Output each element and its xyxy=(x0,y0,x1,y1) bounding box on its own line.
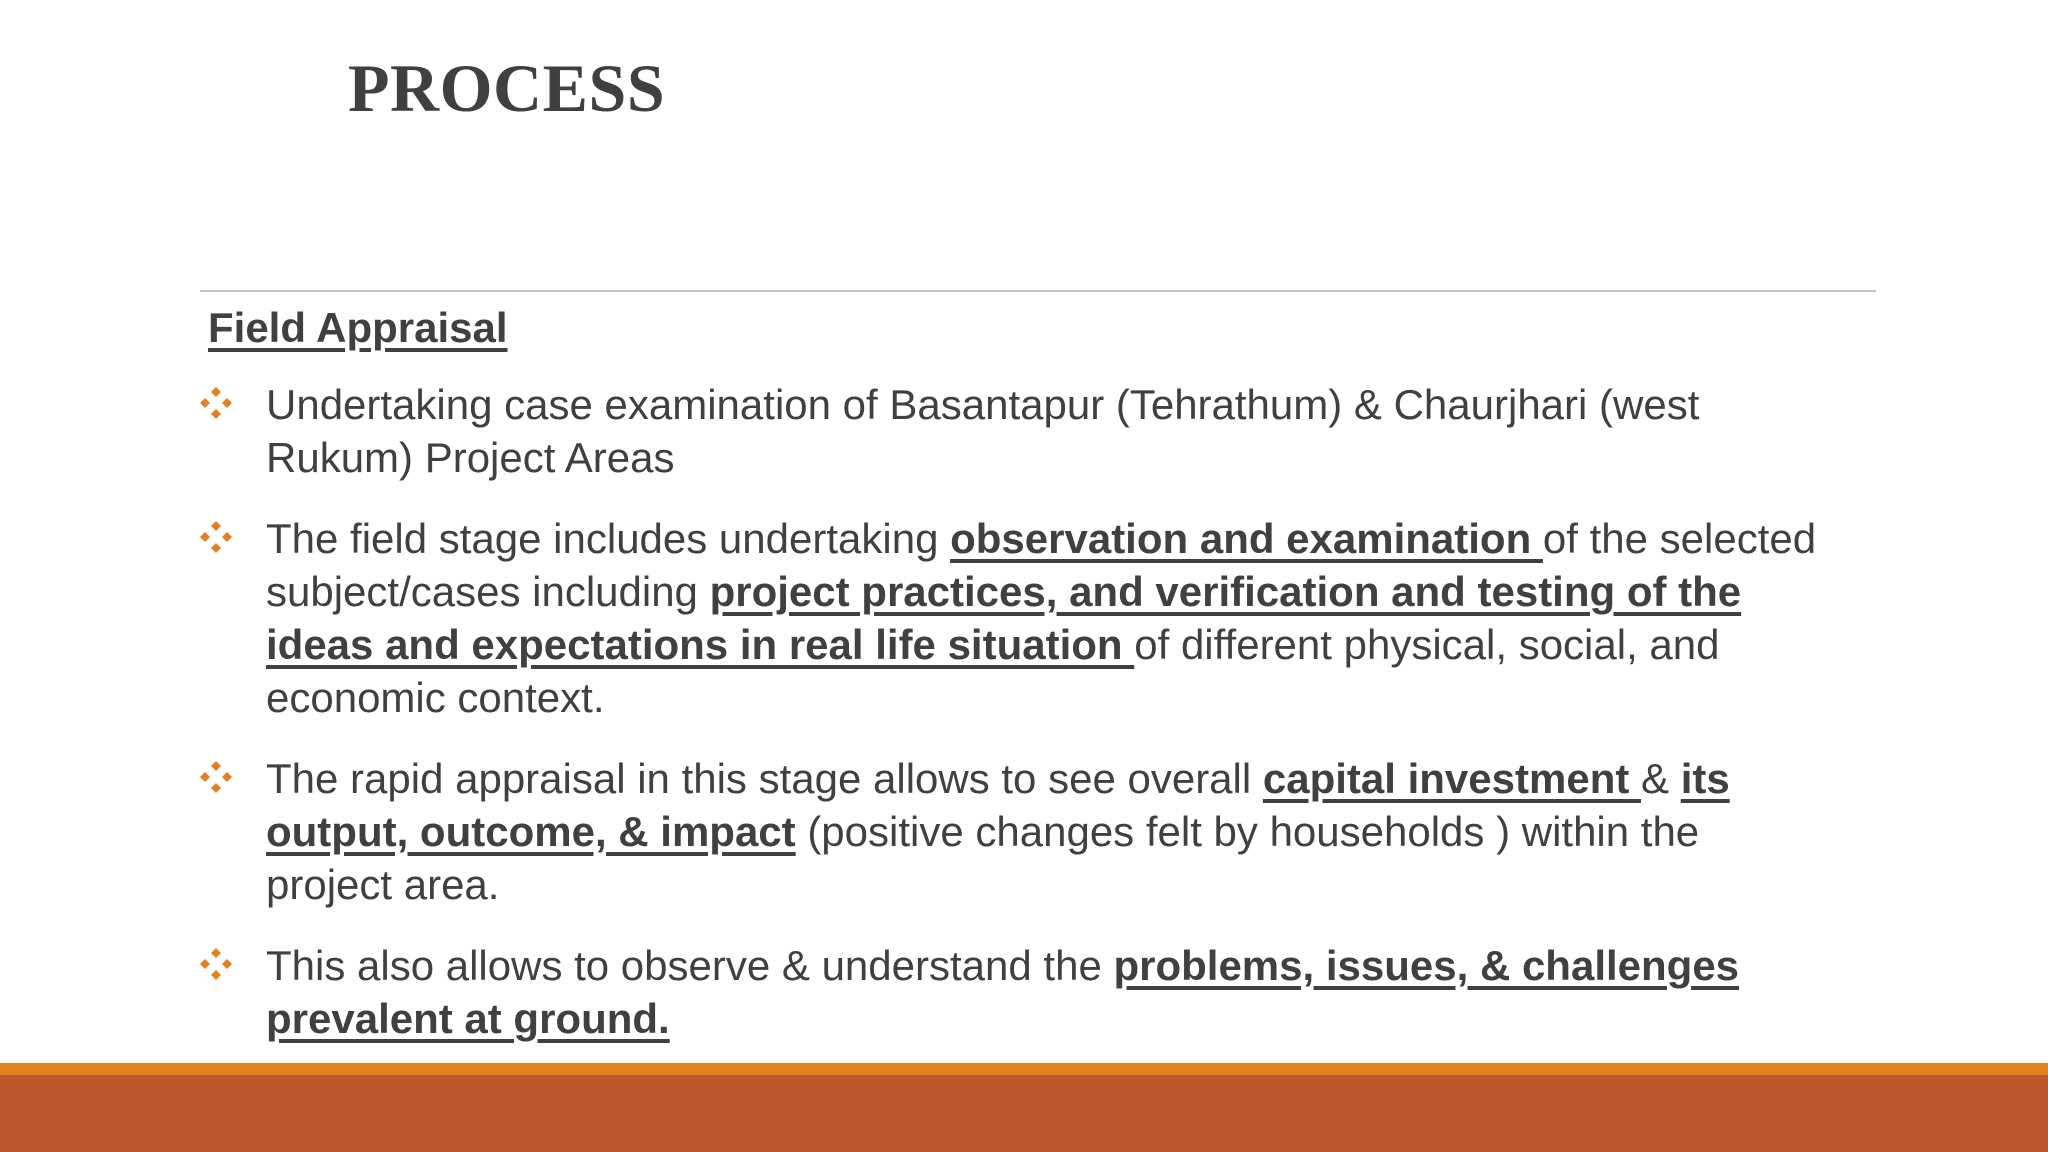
emphasis-text: its output, outcome, & impact xyxy=(266,755,1730,855)
bullet-text: This also allows to observe & understand the xyxy=(266,942,1114,989)
bullet-item xyxy=(200,939,1876,1045)
title-divider xyxy=(200,290,1876,292)
bullet-item xyxy=(200,752,1876,911)
bullet-text: Undertaking case examination of Basantapur (Tehrathum) & Chaurjhari (west Rukum) Project Areas xyxy=(266,381,1700,481)
slide-content xyxy=(200,296,1876,1073)
slide-title: PROCESS xyxy=(348,50,666,126)
emphasis-text: project practices, and verification and testing of the ideas and expectations in real life situation xyxy=(266,568,1742,668)
bullet-text: The rapid appraisal in this stage allows to see overall xyxy=(266,755,1263,802)
emphasis-text: problems, issues, & challenges prevalent at ground. xyxy=(266,942,1740,1042)
emphasis-text: observation and examination xyxy=(950,515,1543,562)
bullet-text: (positive changes felt by households ) within the project area. xyxy=(266,808,1700,908)
footer-band xyxy=(0,1075,2048,1152)
bullet-list xyxy=(200,378,1876,1045)
four-diamond-icon xyxy=(194,755,238,799)
bullet-item xyxy=(200,378,1876,484)
four-diamond-icon xyxy=(194,381,238,425)
bullet-text: & xyxy=(1641,755,1681,802)
section-heading: Field Appraisal xyxy=(208,304,508,351)
emphasis-text: capital investment xyxy=(1262,755,1641,802)
four-diamond-icon xyxy=(194,942,238,986)
four-diamond-icon xyxy=(194,515,238,559)
bullet-text: of the selected subject/cases including xyxy=(266,515,1817,615)
bullet-item xyxy=(200,512,1876,724)
bullet-text: The field stage includes undertaking xyxy=(266,515,951,562)
bullet-text: of different physical, social, and economic context. xyxy=(266,621,1720,721)
footer-accent-stripe xyxy=(0,1063,2048,1075)
